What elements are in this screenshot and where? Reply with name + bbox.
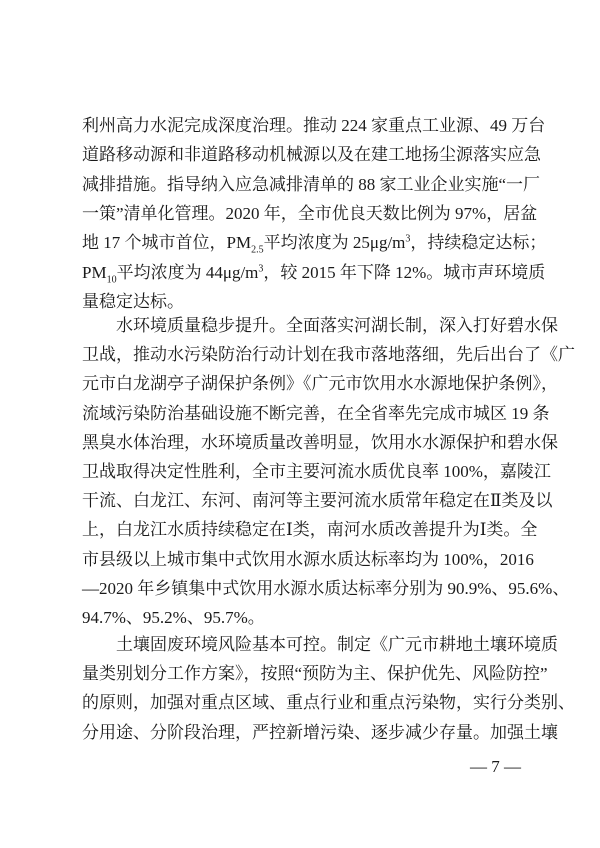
subscript: 10 (106, 273, 117, 285)
text-segment: 量类别划分工作方案》，按照“预防为主、保护优先、风险防控” (82, 664, 548, 684)
superscript: 3 (258, 262, 264, 274)
text-segment: 卫战，推动水污染防治行动计划在我市落地落细，先后出台了《广 (82, 345, 575, 365)
text-segment: 94.7%、95.2%、95.7%。 (82, 608, 265, 627)
text-line (82, 343, 575, 367)
text-segment: 量稳定达标。 (82, 291, 184, 311)
text-line (82, 460, 551, 484)
text-line (82, 518, 538, 542)
text-segment: 平均浓度为 44μg/m (116, 262, 259, 282)
text-segment: 上，白龙江水质持续稳定在Ⅰ类，南河水质改善提升为Ⅰ类。全 (82, 520, 538, 540)
text-line (82, 231, 547, 256)
text-segment: 卫战取得决定性胜利，全市主要河流水质优良率 100%，嘉陵江 (82, 462, 551, 481)
text-segment: 利州高力水泥完成深度治理。推动 224 家重点工业源、49 万台 (82, 116, 546, 135)
superscript: 3 (405, 233, 411, 245)
text-segment: ，持续稳定达标； (410, 233, 547, 253)
text-line (82, 261, 546, 285)
text-segment: 一策”清单化管理。2020 年，全市优良天数比例为 97%，居盆 (82, 203, 538, 223)
subscript: 2.5 (251, 244, 264, 256)
text-line (82, 662, 548, 686)
page-number: — 7 — (470, 757, 521, 776)
text-line (82, 143, 541, 167)
text-line (116, 314, 558, 338)
text-segment: PM (82, 262, 107, 282)
text-segment: 减排措施。指导纳入应急减排清单的 88 家工业企业实施“一厂 (82, 174, 541, 194)
text-segment: 地 17 个城市首位，PM (82, 233, 252, 253)
text-segment: 黑臭水体治理，水环境质量改善明显，饮用水水源保护和碧水保 (82, 432, 558, 452)
text-segment: —2020 年乡镇集中式饮用水源水质达标率分别为 90.9%、95.6%、 (82, 578, 570, 598)
text-segment: 的原则，加强对重点区域、重点行业和重点污染物，实行分类别、 (82, 693, 575, 713)
text-line (82, 290, 523, 314)
text-line (82, 548, 534, 572)
text-segment: 元市白龙湖亭子湖保护条例》《广元市饮用水水源地保护条例》， (82, 374, 558, 394)
text-segment: 土壤固废环境风险基本可控。制定《广元市耕地土壤环境质 (116, 635, 558, 654)
text-line (82, 114, 546, 138)
text-segment: ，较 2015 年下降 12%。城市声环境质 (263, 262, 546, 282)
text-line (82, 489, 553, 513)
text-line (82, 606, 523, 630)
text-line (82, 173, 541, 197)
text-line (116, 633, 558, 657)
text-line (82, 431, 558, 455)
text-segment: 道路移动源和非道路移动机械源以及在建工地扬尘源落实应急 (82, 145, 541, 165)
text-line (82, 372, 558, 396)
text-segment: 水环境质量稳步提升。全面落实河湖长制，深入打好碧水保 (116, 316, 558, 335)
text-segment: 市县级以上城市集中式饮用水源水质达标率均为 100%，2016 (82, 549, 534, 569)
text-segment: 流域污染防治基础设施不断完善，在全省率先完成市城区 19 条 (82, 403, 550, 423)
text-line (82, 577, 570, 601)
text-line (82, 202, 538, 226)
text-line (82, 691, 575, 715)
text-segment: 平均浓度为 25μg/m (263, 233, 406, 253)
text-line (82, 721, 558, 745)
text-segment: 干流、白龙江、东河、南河等主要河流水质常年稳定在Ⅱ类及以 (82, 491, 553, 511)
text-line (82, 402, 550, 426)
text-segment: 分用途、分阶段治理，严控新增污染、逐步减少存量。加强土壤 (82, 722, 558, 742)
